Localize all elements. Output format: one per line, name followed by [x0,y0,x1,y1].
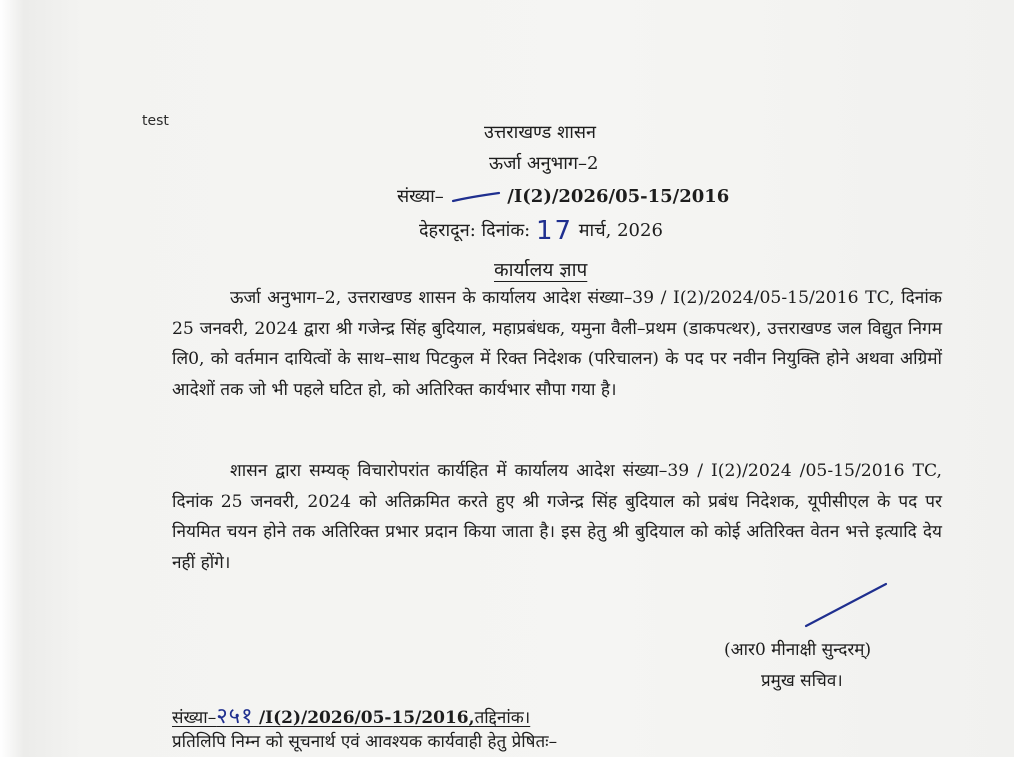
memo-title: कार्यालय ज्ञाप [494,259,588,281]
section-heading: ऊर्जा अनुभाग–2 [489,153,599,174]
date-label: देहरादून: दिनांक: [419,220,531,241]
date-line [419,213,663,246]
handwritten-dispatch-number: २५१ [216,704,254,729]
department-heading: उत्तराखण्ड शासन [484,122,597,143]
paper-edge [0,0,24,757]
paragraph-2: शासन द्वारा सम्यक् विचारोपरांत कार्यहित में कार्यालय आदेश संख्या–39 / I(2)/2024 /05-15/2016 TC, दिनांक 25 जनवरी, 2024 को अतिक्रमित करते हुए श्री गजेन्द्र सिंह बुदियाल को प्रबंध निदेशक, यूपीसीएल के पद पर नियमित चयन होने तक अतिरिक्त प्रभार प्रदान किया जाता है। इस हेतु श्री बुदियाल को कोई अतिरिक्त वेतन भत्ते इत्यादि देय नहीं होंगे। [172,461,942,573]
signatory-name: (आर0 मीनाक्षी सुन्दरम्) [724,640,872,660]
reference-line [397,184,729,208]
signature-stroke [800,580,890,630]
copy-reference-suffix: तद्दिनांक। [474,708,531,728]
copy-reference-line [172,700,530,730]
corner-note: test [142,113,169,129]
reference-number: /I(2)/2026/05-15/2016 [507,186,730,207]
date-month-year: मार्च, 2026 [578,220,663,241]
copy-reference-label: संख्या– [172,708,217,728]
paragraph-1: ऊर्जा अनुभाग–2, उत्तराखण्ड शासन के कार्यालय आदेश संख्या–39 / I(2)/2024/05-15/2016 TC, दिनांक 25 जनवरी, 2024 द्वारा श्री गजेन्द्र सिंह बुदियाल, महाप्रबंधक, यमुना वैली–प्रथम (डाकपत्थर), उत्तराखण्ड जल विद्युत निगम लि0, को वर्तमान दायित्वों के साथ–साथ पिटकुल में रिक्त निदेशक (परिचालन) के पद पर नवीन नियुक्ति होने अथवा अग्रिमों आदेशों तक जो भी पहले घटित हो, को अतिरिक्त कार्यभार सौपा गया है। [172,288,942,400]
handwritten-date-day: 17 [535,216,574,246]
copy-reference-number: /I(2)/2026/05-15/2016, [258,708,475,728]
reference-label: संख्या– [397,186,444,207]
signatory-title: प्रमुख सचिव। [761,671,843,691]
handwritten-dash-stroke [450,190,502,204]
copy-forwarding-line: प्रतिलिपि निम्न को सूचनार्थ एवं आवश्यक कार्यवाही हेतु प्रेषितः– [172,732,558,752]
